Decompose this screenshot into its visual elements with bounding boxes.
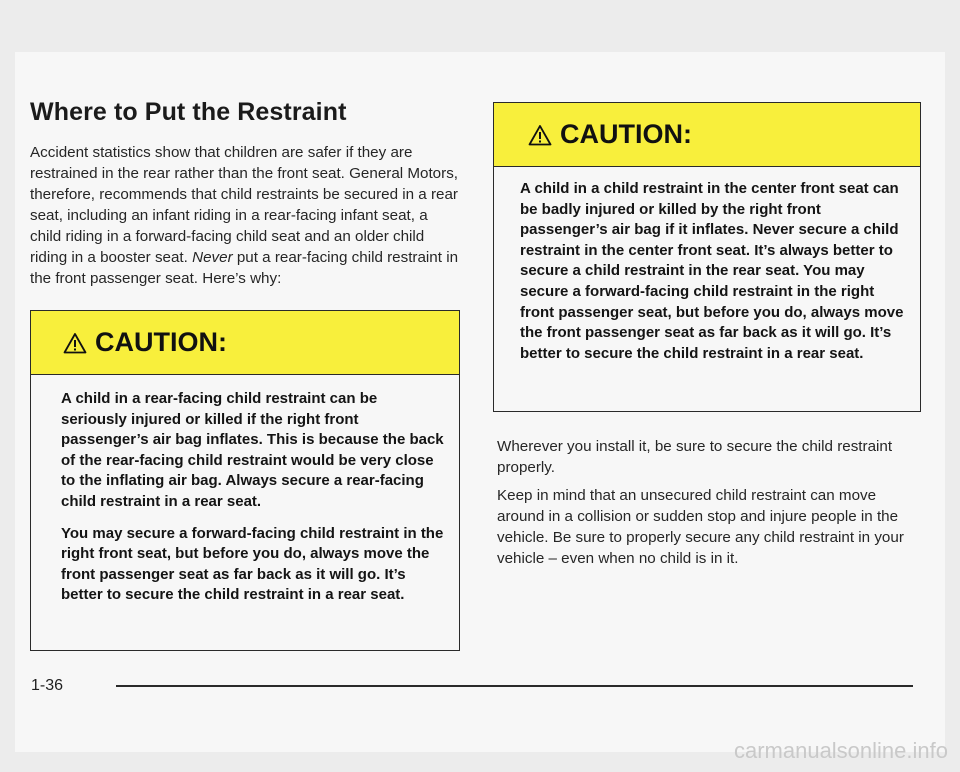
caution-header	[31, 311, 459, 375]
install-paragraph: Wherever you install it, be sure to secure the child restraint properly.	[497, 438, 893, 476]
section-heading: Where to Put the Restraint	[30, 98, 347, 126]
caution-paragraph: A child in a child restraint in the center front seat can be badly injured or killed by the right front passenger’s air bag if it inflates. Never secure a child restraint in the center front seat. It’s always better to secure a child restraint in the rear seat. You may secure a forward-facing child restraint in the right front passenger seat, but before you do, always move the front passenger seat as far back as it will go. It’s better to secure the child restraint in a rear seat.	[520, 180, 904, 362]
caution-paragraph: You may secure a forward-facing child restraint in the right front seat, but before you do, always move the front passenger seat as far back as it will go. It’s better to secure the child restraint in a rear seat.	[61, 524, 444, 604]
intro-paragraph	[30, 142, 460, 289]
intro-emphasis: Never	[192, 249, 233, 266]
caution-body	[31, 375, 459, 606]
caution-box-rear-facing	[30, 310, 460, 651]
footer-rule	[116, 685, 913, 687]
page-number: 1-36	[31, 677, 64, 694]
intro-text-end: put a rear-facing child restraint in the front passenger seat. Here’s why:	[30, 249, 459, 287]
unsecured-restraint-paragraph: Keep in mind that an unsecured child restraint can move around in a collision or sudden stop and injure people in the vehicle. Be sure to properly secure any child restraint in your vehicle – even when no child is in it.	[497, 487, 904, 567]
caution-title: CAUTION:	[560, 119, 692, 149]
warning-triangle-icon	[63, 332, 87, 354]
caution-paragraph: A child in a rear-facing child restraint can be seriously injured or killed if the right front passenger’s air bag inflates. This is because the back of the rear-facing child restraint would be very close to the inflating air bag. Always secure a rear-facing child restraint in a rear seat.	[61, 390, 444, 510]
caution-title: CAUTION:	[95, 327, 227, 357]
caution-header	[494, 103, 920, 167]
caution-body	[494, 167, 920, 364]
watermark: carmanualsonline.info	[733, 738, 948, 763]
caution-box-center-seat	[493, 102, 921, 412]
intro-text-start: Accident statistics show that children are safer if they are restrained in the rear rather than the front seat. General Motors, therefore, recommends that child restraints be secured in a rear seat, including an infant riding in a rear-facing infant seat, a child riding in a forward-facing child seat and an older child riding in a booster seat.	[30, 144, 459, 266]
warning-triangle-icon	[528, 124, 552, 146]
